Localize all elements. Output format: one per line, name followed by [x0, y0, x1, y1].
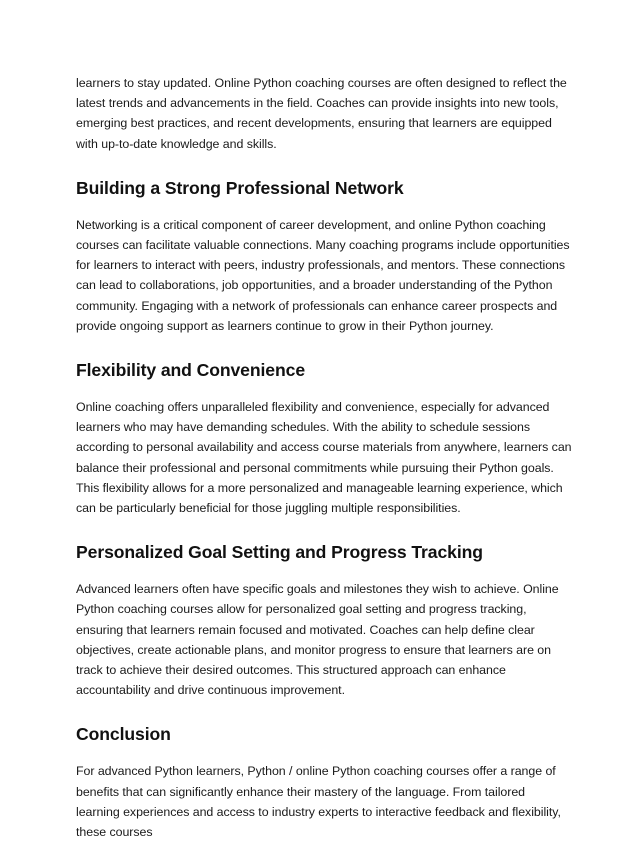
heading-goal-setting: Personalized Goal Setting and Progress Tracking — [76, 542, 483, 563]
paragraph-flexibility: Online coaching offers unparalleled flexibility and convenience, especially for advanced learners who may have demanding schedules. With the ability to schedule sessions according to personal availability and access course materials from anywhere, learners can balance their professional and personal commitments while pursuing their Python goals. This flexibility allows for a more personalized and manageable learning experience, which can be particularly beneficial for those juggling multiple responsibilities. — [76, 400, 572, 516]
heading-conclusion: Conclusion — [76, 724, 171, 745]
paragraph-professional-network: Networking is a critical component of career development, and online Python coaching courses can facilitate valuable connections. Many coaching programs include opportunities for learners to interact with peers, industry professionals, and mentors. These connections can lead to collaborations, job opportunities, and a broader understanding of the Python community. Engaging with a network of professionals can enhance career prospects and provide ongoing support as learners continue to grow in their Python journey. — [76, 217, 570, 333]
paragraph-conclusion: For advanced Python learners, Python / online Python coaching courses offer a range of benefits that can significantly enhance their mastery of the language. From tailored learning experiences and access to industry experts to interactive feedback and flexibility, these courses — [76, 764, 561, 840]
paragraph-goal-setting: Advanced learners often have specific goals and milestones they wish to achieve. Online Python coaching courses allow for personalized goal setting and progress tracking, ensuring that learners remain focused and motivated. Coaches can help define clear objectives, create actionable plans, and monitor progress to ensure that learners are on track to achieve their desired outcomes. This structured approach can enhance accountability and drive continuous improvement. — [76, 582, 559, 698]
intro-paragraph: learners to stay updated. Online Python coaching courses are often designed to reflect the latest trends and advancements in the field. Coaches can provide insights into new tools, emerging best practices, and recent developments, ensuring that learners are equipped with up-to-date knowledge and skills. — [76, 76, 567, 151]
heading-professional-network: Building a Strong Professional Network — [76, 177, 404, 198]
heading-flexibility: Flexibility and Convenience — [76, 360, 306, 381]
document-page — [76, 73, 572, 842]
